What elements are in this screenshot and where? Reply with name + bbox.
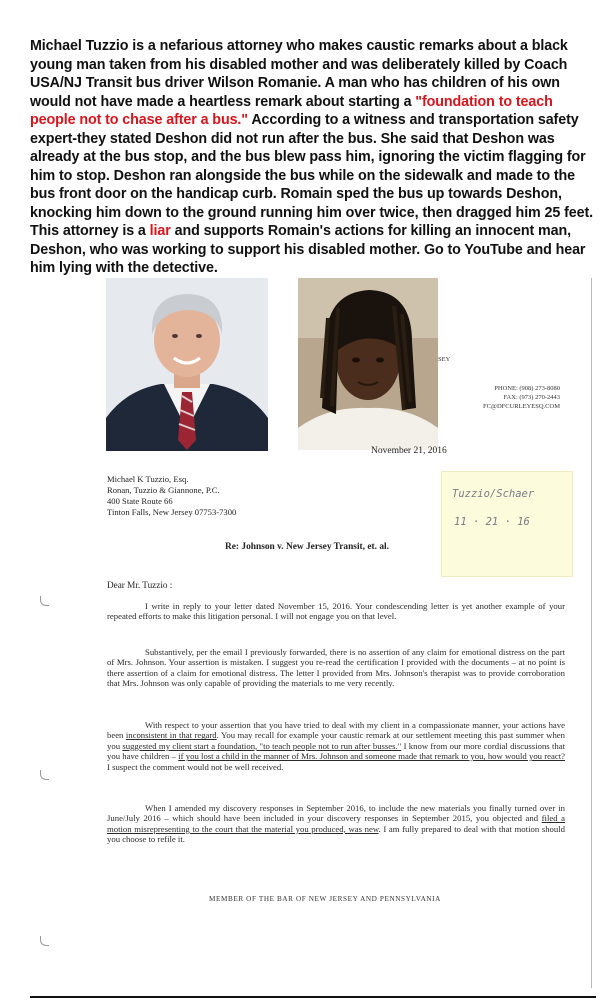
victim-photo bbox=[298, 278, 438, 450]
recipient-city: Tinton Falls, New Jersey 07753-7300 bbox=[107, 507, 237, 517]
caption-text-middle: According to a witness and transportation safety expert-they stated Deshon did not run after the bus. She said that Deshon was already at the bus stop, and the bus blew pass him, ignoring the victim flagging for him to stop. Deshon ran alongside the bus while on the sidewalk and made to the bus front door on the handicap curb. Romain sped the bus up towards Deshon, knocking him down to the ground running him over twice, then dragged him 25 feet. This attorney is a bbox=[30, 112, 594, 239]
p3-text-c: I know from our more cordial discussions that you have children – bbox=[107, 740, 566, 762]
letterhead-fax: FAX: (973) 270-2443 bbox=[503, 394, 560, 401]
caption-text-before: Michael Tuzzio is a nefarious attorney who makes caustic remarks about a black young man taken from his disabled mother and was deliberately killed by Coach USA/NJ Transit bus driver Wilson Romanie. A man who has children of his own would not have made a heartless remark about starting a bbox=[30, 38, 568, 110]
p3-text-b: . You may recall for example your caustic remark at our settlement meeting this past summer when you bbox=[107, 730, 565, 751]
attorney-portrait-image bbox=[106, 278, 268, 451]
sticky-note-date: 11 · 21 · 16 bbox=[454, 516, 530, 528]
letterhead-phone: PHONE: (908) 273-8080 bbox=[494, 385, 560, 392]
p3-text-a: With respect to your assertion that you have tried to deal with my client in a compassionate manner, your actions have been bbox=[107, 720, 565, 741]
p3-text-d: I suspect the comment would not be well received. bbox=[107, 761, 284, 772]
p3-underline-1: inconsistent in that regard bbox=[125, 730, 217, 741]
page-edge-line bbox=[591, 278, 592, 988]
recipient-street: 400 State Route 66 bbox=[107, 496, 173, 506]
victim-portrait-image bbox=[298, 278, 438, 450]
sticky-note bbox=[441, 471, 573, 577]
bar-membership-footer: MEMBER OF THE BAR OF NEW JERSEY AND PENNSYLVANIA bbox=[209, 895, 441, 903]
recipient-firm: Ronan, Tuzzio & Giannone, P.C. bbox=[107, 485, 220, 495]
attorney-photo bbox=[106, 278, 268, 451]
punch-hole-mark bbox=[40, 596, 49, 606]
letter-date: November 21, 2016 bbox=[371, 446, 447, 456]
p3-underline-3: if you lost a child in the manner of Mrs. Johnson and someone made that remark to you, how would you react? bbox=[178, 751, 565, 762]
re-line: Re: Johnson v. New Jersey Transit, et. al. bbox=[225, 542, 389, 552]
caption-quote-red: "foundation to teach people not to chase after a bus." bbox=[30, 93, 553, 128]
p4-underline: filed a motion misrepresenting to the court that the material you produced, was new bbox=[107, 813, 566, 834]
caption-text-after: and supports Romain's actions for killing an innocent man, Deshon, who was working to support his disabled mother. Go to YouTube and hear him lying with the detective. bbox=[30, 223, 586, 276]
letterhead-partial: SEY bbox=[438, 356, 451, 363]
p4-text-b: . I am fully prepared to deal with that motion should you choose to refile it. bbox=[107, 823, 565, 845]
punch-hole-mark bbox=[40, 936, 49, 946]
letter-paragraph-2: Substantively, per the email I previously forwarded, there is no assertion of any claim for emotional distress on the part of Mrs. Johnson. Your assertion is mistaken. I suggest you re-read the certification I provided with the documents – at no point is there assertion of a claim for emotional distress. The letter I provided from Mrs. Johnson's therapist was to provide corroboration that Mrs. Johnson was only capable of providing the materials to me very recently. bbox=[107, 647, 565, 689]
caption-liar-red: liar bbox=[149, 223, 171, 239]
p4-text-a: When I amended my discovery responses in September 2016, to include the new materials you finally turned over in June/July 2016 – which should have been included in your discovery responses in September 2015, you objected and bbox=[107, 803, 565, 824]
punch-hole-mark bbox=[40, 770, 49, 780]
caption-paragraph bbox=[30, 37, 596, 278]
sticky-note-names: Tuzzio/Schaer bbox=[452, 488, 535, 500]
letterhead-email: FC@DFCURLEYESQ.COM bbox=[483, 403, 560, 410]
letter-paragraph-4 bbox=[107, 803, 565, 845]
letter-paragraph-1: I write in reply to your letter dated November 15, 2016. Your condescending letter is yet another example of your repeated efforts to make this litigation personal. I will not engage you on that level. bbox=[107, 601, 565, 622]
recipient-address bbox=[107, 474, 236, 518]
p3-underline-2: suggested my client start a foundation, "to teach people not to run after busses." bbox=[122, 740, 402, 751]
letter-paragraph-3 bbox=[107, 720, 565, 772]
bottom-border bbox=[30, 996, 596, 998]
recipient-name: Michael K Tuzzio, Esq. bbox=[107, 474, 189, 484]
salutation: Dear Mr. Tuzzio : bbox=[107, 580, 173, 590]
